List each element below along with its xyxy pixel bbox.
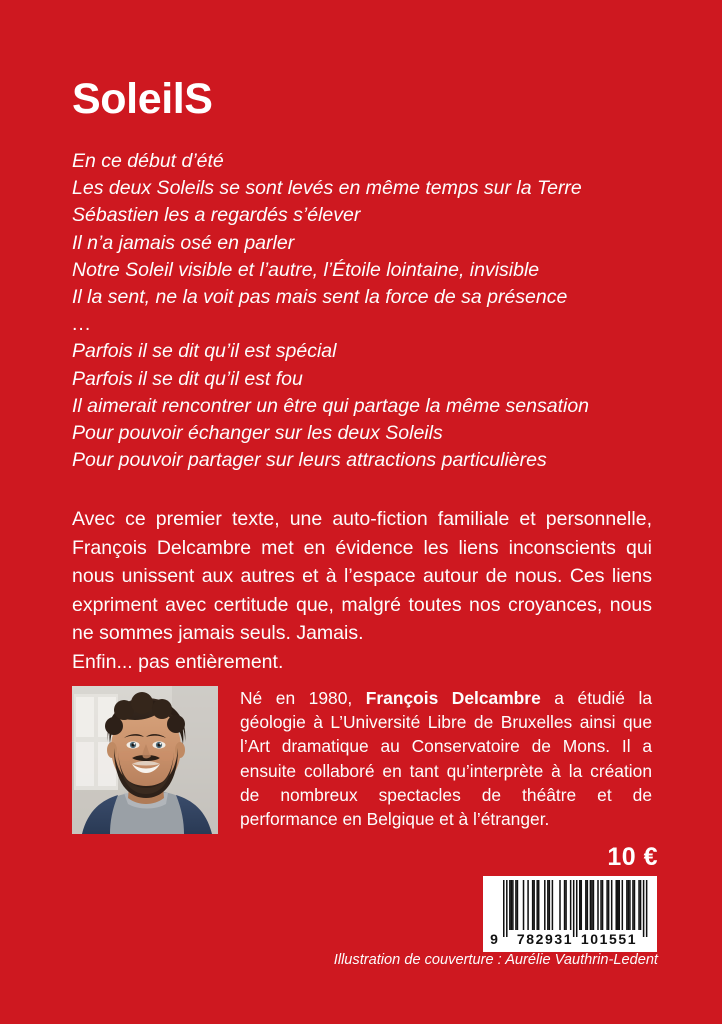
poem-separator: ... <box>72 313 92 336</box>
poem-line: Pour pouvoir partager sur leurs attractions particulières <box>72 449 547 472</box>
page-title: SoleilS <box>72 75 213 123</box>
svg-text:782931: 782931 <box>516 931 574 947</box>
barcode-ean13 <box>483 876 657 952</box>
poem-line: Sébastien les a regardés s’élever <box>72 204 361 227</box>
blurb-block <box>72 505 652 676</box>
poem-line: Parfois il se dit qu’il est spécial <box>72 340 337 363</box>
poem-block <box>72 148 672 474</box>
poem-line: Il aimerait rencontrer un être qui partage la même sensation <box>72 394 590 417</box>
poem-line: Il la sent, ne la voit pas mais sent la force de sa présence <box>72 286 568 309</box>
svg-text:9: 9 <box>490 931 498 947</box>
author-bio-prefix: Né en 1980, <box>240 688 366 708</box>
poem-line: Notre Soleil visible et l’autre, l’Étoile lointaine, invisible <box>72 258 540 281</box>
author-portrait-photo <box>72 686 218 834</box>
poem-line: Les deux Soleils se sont levés en même temps sur la Terre <box>72 177 582 200</box>
poem-line: En ce début d’été <box>72 150 224 172</box>
author-block <box>72 686 652 834</box>
poem-line: Parfois il se dit qu’il est fou <box>72 367 303 390</box>
cover-illustration-credit: Illustration de couverture : Aurélie Vauthrin-Ledent <box>333 952 658 968</box>
svg-text:101551: 101551 <box>580 931 638 947</box>
author-bio-suffix: a étudié la géologie à L’Université Libre de Bruxelles ainsi que l’Art dramatique au Conservatoire de Mons. Il a ensuite collaboré en tant qu’interprète à la création de nombreux spectacles de théâtre et de performance en Belgique et à l’étranger. <box>240 688 653 830</box>
blurb-paragraph: Avec ce premier texte, une auto-fiction familiale et personnelle, François Delcambre met en évidence les liens inconscients qui nous unissent aux autres et à l’espace autour de nous. Ces liens expriment avec certitude que, malgré toutes nos croyances, nous ne sommes jamais seuls. Jamais. <box>72 508 652 644</box>
price-label: 10 € <box>607 843 658 871</box>
author-bio <box>240 686 652 831</box>
poem-line: Il n’a jamais osé en parler <box>72 231 295 254</box>
author-name: François Delcambre <box>365 688 541 708</box>
blurb-closing: Enfin... pas entièrement. <box>72 650 284 673</box>
poem-line: Pour pouvoir échanger sur les deux Soleils <box>72 422 443 445</box>
